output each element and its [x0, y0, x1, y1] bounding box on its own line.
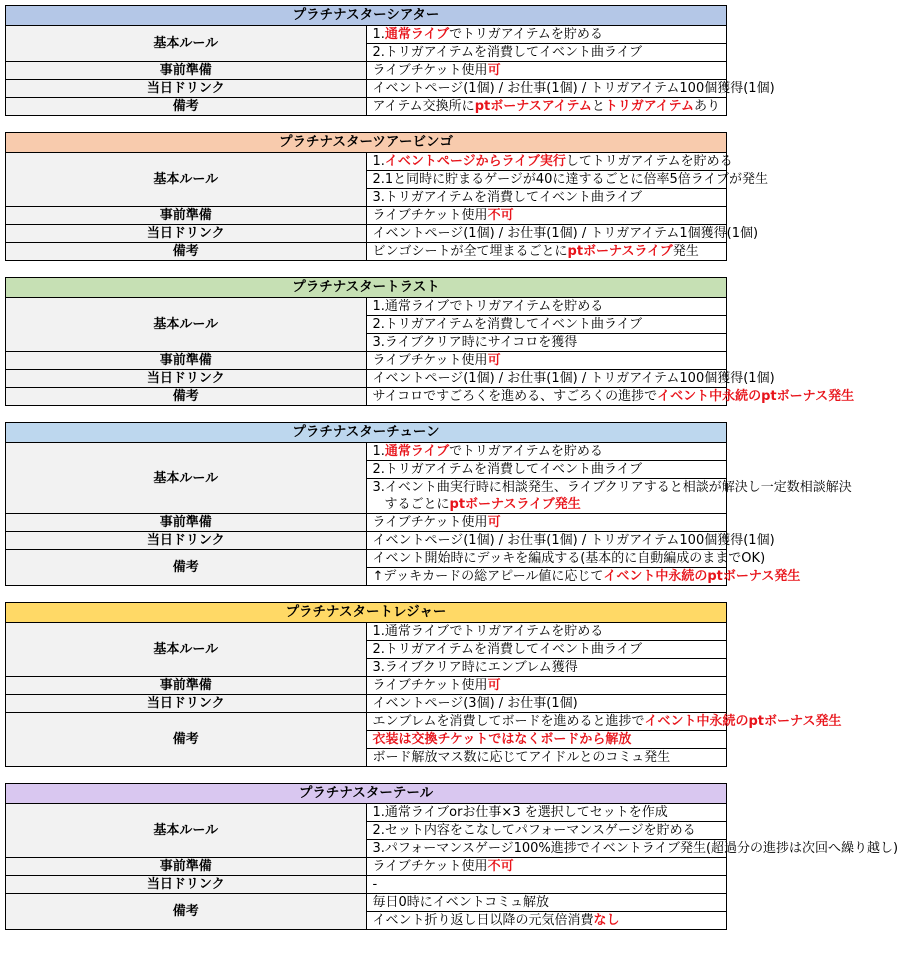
- table-tale: [5, 783, 898, 930]
- block-tune: [5, 422, 852, 586]
- rule-1: 1.通常ライブでトリガアイテムを貯める: [366, 298, 727, 316]
- title-trust: プラチナスタートラスト: [6, 278, 727, 298]
- rule-3: 3.パフォーマンスゲージ100%進捗でイベントライブ発生(超過分の進捗は次回へ繰り越し): [366, 840, 727, 858]
- title-tale: プラチナスターテール: [6, 784, 727, 804]
- note-2: イベント折り返し日以降の元気倍消費なし: [366, 912, 727, 930]
- label-rules: 基本ルール: [6, 26, 367, 62]
- rule-3: 3.トリガアイテムを消費してイベント曲ライブ: [366, 189, 727, 207]
- label-rules: 基本ルール: [6, 443, 367, 514]
- label-drink: 当日ドリンク: [6, 80, 367, 98]
- rule-2: 2.1と同時に貯まるゲージが40に達するごとに倍率5倍ライブが発生: [366, 171, 727, 189]
- label-drink: 当日ドリンク: [6, 225, 367, 243]
- note-1: サイコロですごろくを進める、すごろくの進捗でイベント中永続のptボーナス発生: [366, 388, 727, 406]
- rule-1: 1.通常ライブでトリガアイテムを貯める: [366, 26, 727, 44]
- note-1: イベント開始時にデッキを編成する(基本的に自動編成のままでOK): [366, 550, 727, 568]
- note-1: 毎日0時にイベントコミュ解放: [366, 894, 727, 912]
- drink-value: -: [366, 876, 727, 894]
- label-notes: 備考: [6, 894, 367, 930]
- rule-1: 1.通常ライブでトリガアイテムを貯める: [366, 443, 727, 461]
- label-drink: 当日ドリンク: [6, 370, 367, 388]
- rule-3: 3.ライブクリア時にサイコロを獲得: [366, 334, 727, 352]
- rule-2: 2.セット内容をこなしてパフォーマンスゲージを貯める: [366, 822, 727, 840]
- label-prep: 事前準備: [6, 352, 367, 370]
- prep-value: ライブチケット使用不可: [366, 207, 727, 225]
- prep-value: ライブチケット使用可: [366, 514, 727, 532]
- label-notes: 備考: [6, 388, 367, 406]
- prep-value: ライブチケット使用不可: [366, 858, 727, 876]
- note-1: ビンゴシートが全て埋まるごとにptボーナスライブ発生: [366, 243, 727, 261]
- label-rules: 基本ルール: [6, 298, 367, 352]
- drink-value: イベントページ(3個) / お仕事(1個): [366, 695, 727, 713]
- label-prep: 事前準備: [6, 677, 367, 695]
- block-theater: [5, 5, 775, 116]
- label-rules: 基本ルール: [6, 153, 367, 207]
- note-2: ↑デッキカードの総アピール値に応じてイベント中永続のptボーナス発生: [366, 568, 727, 586]
- table-theater: [5, 5, 775, 116]
- title-treasure: プラチナスタートレジャー: [6, 603, 727, 623]
- event-rules-sheet: [5, 5, 898, 946]
- title-tune: プラチナスターチューン: [6, 423, 727, 443]
- rule-1: 1.イベントページからライブ実行してトリガアイテムを貯める: [366, 153, 727, 171]
- drink-value: イベントページ(1個) / お仕事(1個) / トリガアイテム100個獲得(1個): [366, 370, 727, 388]
- prep-value: ライブチケット使用可: [366, 62, 727, 80]
- rule-2: 2.トリガアイテムを消費してイベント曲ライブ: [366, 316, 727, 334]
- note-2: 衣装は交換チケットではなくボードから解放: [366, 731, 727, 749]
- label-notes: 備考: [6, 713, 367, 767]
- rule-3: 3.ライブクリア時にエンブレム獲得: [366, 659, 727, 677]
- label-rules: 基本ルール: [6, 623, 367, 677]
- rule-1: 1.通常ライブでトリガアイテムを貯める: [366, 623, 727, 641]
- label-drink: 当日ドリンク: [6, 695, 367, 713]
- label-prep: 事前準備: [6, 62, 367, 80]
- note-3: ボード解放マス数に応じてアイドルとのコミュ発生: [366, 749, 727, 767]
- note-1: エンブレムを消費してボードを進めると進捗でイベント中永続のptボーナス発生: [366, 713, 727, 731]
- table-bingo: [5, 132, 768, 261]
- label-drink: 当日ドリンク: [6, 532, 367, 550]
- rule-2: 2.トリガアイテムを消費してイベント曲ライブ: [366, 44, 727, 62]
- block-bingo: [5, 132, 768, 261]
- drink-value: イベントページ(1個) / お仕事(1個) / トリガアイテム100個獲得(1個): [366, 532, 727, 550]
- prep-value: ライブチケット使用可: [366, 677, 727, 695]
- rule-1: 1.通常ライブorお仕事×3 を選択してセットを作成: [366, 804, 727, 822]
- rule-2: 2.トリガアイテムを消費してイベント曲ライブ: [366, 641, 727, 659]
- label-notes: 備考: [6, 98, 367, 116]
- rule-3-continued: するごとにptボーナスライブ発生: [366, 496, 727, 514]
- title-bingo: プラチナスターツアービンゴ: [6, 133, 727, 153]
- table-treasure: [5, 602, 842, 767]
- block-tale: [5, 783, 898, 930]
- block-trust: [5, 277, 855, 406]
- label-rules: 基本ルール: [6, 804, 367, 858]
- label-notes: 備考: [6, 243, 367, 261]
- label-prep: 事前準備: [6, 514, 367, 532]
- note-1: アイテム交換所にptボーナスアイテムとトリガアイテムあり: [366, 98, 727, 116]
- block-treasure: [5, 602, 842, 767]
- label-prep: 事前準備: [6, 207, 367, 225]
- drink-value: イベントページ(1個) / お仕事(1個) / トリガアイテム1個獲得(1個): [366, 225, 727, 243]
- prep-value: ライブチケット使用可: [366, 352, 727, 370]
- title-theater: プラチナスターシアター: [6, 6, 727, 26]
- table-trust: [5, 277, 855, 406]
- drink-value: イベントページ(1個) / お仕事(1個) / トリガアイテム100個獲得(1個): [366, 80, 727, 98]
- table-tune: [5, 422, 852, 586]
- label-prep: 事前準備: [6, 858, 367, 876]
- label-drink: 当日ドリンク: [6, 876, 367, 894]
- label-notes: 備考: [6, 550, 367, 586]
- rule-3: 3.イベント曲実行時に相談発生、ライブクリアすると相談が解決し一定数相談解決: [366, 479, 727, 497]
- rule-2: 2.トリガアイテムを消費してイベント曲ライブ: [366, 461, 727, 479]
